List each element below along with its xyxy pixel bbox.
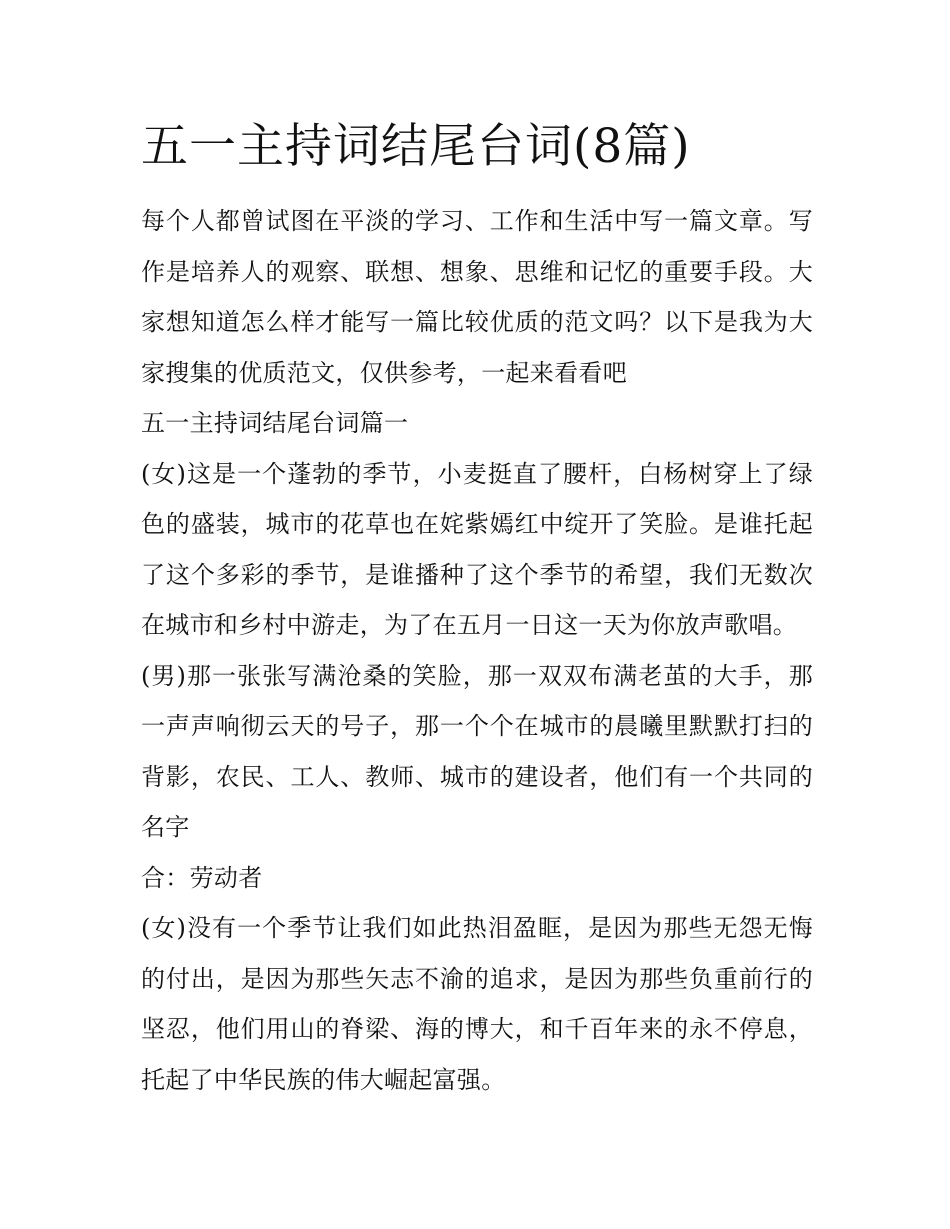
document-title: 五一主持词结尾台词(8篇) [141, 119, 691, 174]
male-host-line-1: (男)那一张张写满沧桑的笑脸，那一双双布满老茧的大手，那一声声响彻云天的号子，那一个个在城市的晨曦里默默打扫的背影，农民、工人、教师、城市的建设者，他们有一个共同的名字 [141, 661, 813, 841]
female-host-line-2: (女)没有一个季节让我们如此热泪盈眶，是因为那些无怨无悔的付出，是因为那些矢志不渝的追求，是因为那些负重前行的坚忍，他们用山的脊梁、海的博大，和千百年来的永不停息，托起了中华民族的伟大崛起富强。 [141, 914, 813, 1094]
together-line: 合：劳动者 [141, 863, 263, 892]
section-heading: 五一主持词结尾台词篇一 [141, 409, 409, 437]
intro-paragraph: 每个人都曾试图在平淡的学习、工作和生活中写一篇文章。写作是培养人的观察、联想、想象、思维和记忆的重要手段。大家想知道怎么样才能写一篇比较优质的范文吗？以下是我为大家搜集的优质范文，仅供参考，一起来看看吧 [141, 207, 813, 387]
female-host-line-1: (女)这是一个蓬勃的季节，小麦挺直了腰杆，白杨树穿上了绿色的盛装，城市的花草也在姹紫嫣红中绽开了笑脸。是谁托起了这个多彩的季节，是谁播种了这个季节的希望，我们无数次在城市和乡村中游走，为了在五月一日这一天为你放声歌唱。 [141, 459, 813, 639]
document-body [141, 112, 813, 1105]
